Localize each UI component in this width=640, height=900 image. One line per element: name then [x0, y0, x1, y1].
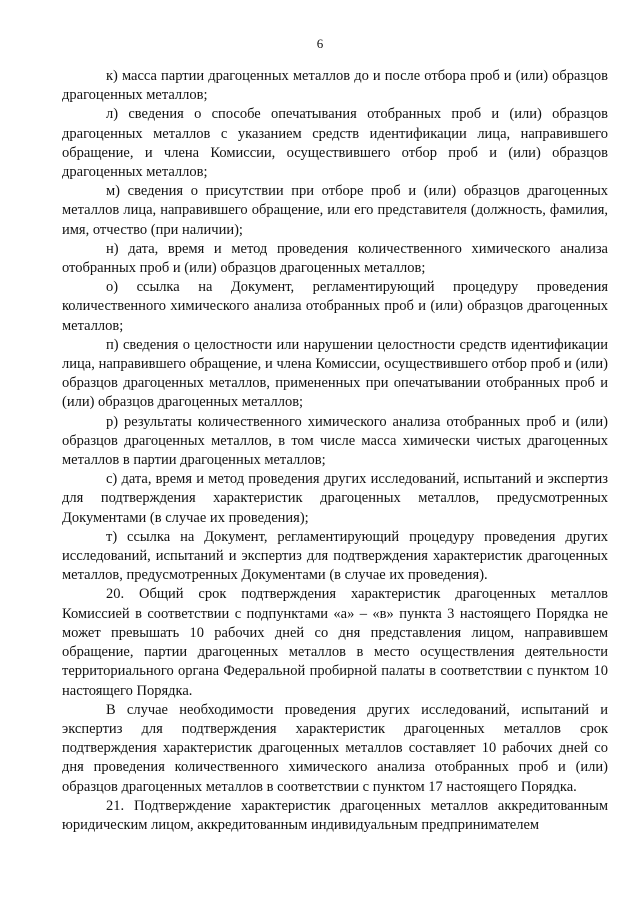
- paragraph-o: о) ссылка на Документ, регламентирующий процедуру проведения количественного химического анализа отобранных проб и (или) образцов драгоценных металлов;: [62, 279, 608, 334]
- paragraph-l: л) сведения о способе опечатывания отобранных проб и (или) образцов драгоценных металлов с указанием средств идентификации лица, направившего обращение, и члена Комиссии, осуществившего отбор проб и (или) образцов драгоценных металлов;: [62, 106, 608, 181]
- paragraph-20: 20. Общий срок подтверждения характеристик драгоценных металлов Комиссией в соответствии с подпунктами «а» – «в» пункта 3 настоящего Порядка не может превышать 10 рабочих дней со дня представления лицом, направившем обращение, партии драгоценных металлов в место осуществления деятельности территориального органа Федеральной пробирной палаты в соответствии с пунктом 10 настоящего Порядка.: [62, 586, 608, 699]
- page-number: 6: [316, 36, 324, 51]
- paragraph-t: т) ссылка на Документ, регламентирующий процедуру проведения других исследований, испытаний и экспертиз для подтверждения характеристик драгоценных металлов, предусмотренных Документами (в случае их проведения).: [62, 528, 608, 584]
- paragraph-k: к) масса партии драгоценных металлов до и после отбора проб и (или) образцов драгоценных металлов;: [62, 68, 608, 104]
- paragraph-21: 21. Подтверждение характеристик драгоценных металлов аккредитованным юридическим лицом, аккредитованным индивидуальным предпринимателем: [62, 797, 608, 833]
- paragraph-r: р) результаты количественного химического анализа отобранных проб и (или) образцов драгоценных металлов, в том числе масса химически чистых драгоценных металлов в партии драгоценных металлов;: [62, 413, 608, 469]
- paragraph-n: н) дата, время и метод проведения количественного химического анализа отобранных проб и (или) образцов драгоценных металлов;: [62, 240, 608, 277]
- paragraph-m: м) сведения о присутствии при отборе проб и (или) образцов драгоценных металлов лица, направившего обращение, или его представителя (должность, фамилия, имя, отчество (при наличии);: [62, 183, 608, 238]
- paragraph-20-continued: В случае необходимости проведения других исследований, испытаний и экспертиз для подтверждения характеристик драгоценных металлов срок подтверждения характеристик драгоценных металлов составляет 10 рабочих дней со дня проведения количественного химического анализа отобранных проб и (или) образцов драгоценных металлов в соответствии с пунктом 17 настоящего Порядка.: [62, 701, 608, 795]
- paragraph-p: п) сведения о целостности или нарушении целостности средств идентификации лица, направившего обращение, и члена Комиссии, осуществившего отбор проб и (или) образцов драгоценных металлов, примененных при опечатывании отобранных проб и (или) образцов драгоценных металлов;: [62, 336, 608, 411]
- paragraph-s: с) дата, время и метод проведения других исследований, испытаний и экспертиз для подтверждения характеристик драгоценных металлов, предусмотренных Документами (в случае их проведения);: [62, 471, 608, 526]
- document-body: [62, 67, 608, 835]
